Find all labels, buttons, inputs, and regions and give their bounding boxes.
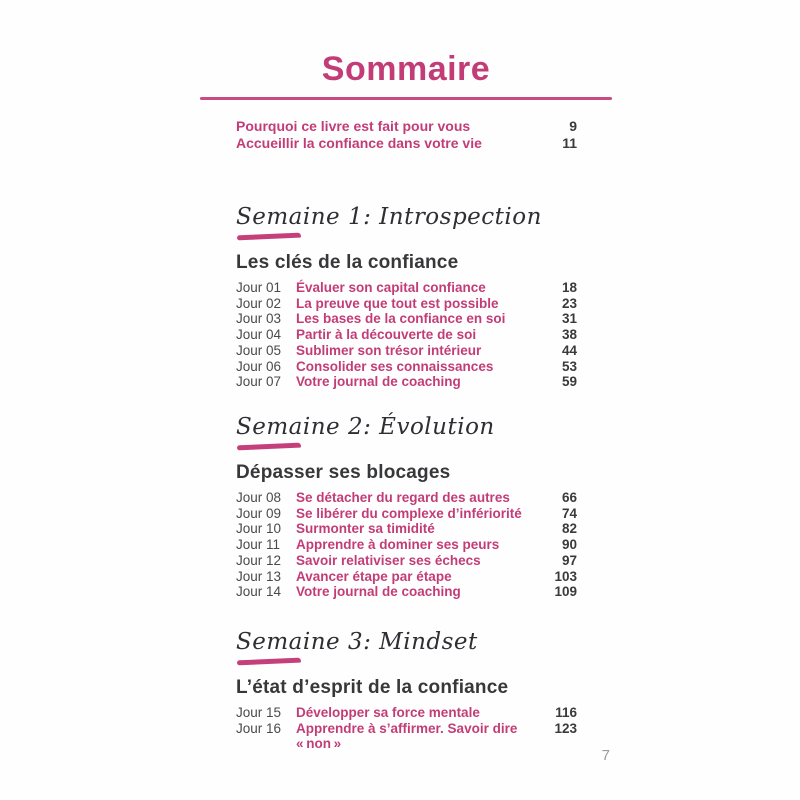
entry-title: Pourquoi ce livre est fait pour vous: [236, 118, 471, 134]
day-label: Jour 16: [236, 720, 282, 736]
page-number: 116: [555, 705, 577, 720]
chapter-title: Évaluer son capital confiance: [296, 280, 486, 295]
toc-entry: [236, 135, 577, 152]
page-number: 74: [561, 505, 577, 521]
chapter-title: Votre journal de coaching: [296, 374, 461, 390]
section-rows: [236, 280, 577, 390]
toc-entry: [236, 118, 577, 135]
entry-title: Accueillir la confiance dans votre vie: [236, 135, 482, 151]
entry-page-number: 9: [569, 118, 577, 134]
intro-entries: [236, 118, 577, 152]
toc-row: [236, 721, 577, 752]
toc-row: [236, 705, 577, 721]
chapter-title: Savoir relativiser ses échecs: [296, 552, 481, 568]
toc-row: [236, 343, 577, 359]
section-rows: [236, 490, 577, 600]
toc-row: [236, 490, 577, 506]
week-underline-stroke: [237, 443, 301, 451]
toc-row: [236, 311, 577, 327]
folio-page-number: 7: [601, 747, 610, 764]
day-label: Jour 08: [236, 490, 282, 505]
page-number: 53: [561, 358, 577, 374]
day-label: Jour 05: [236, 342, 282, 358]
page-number: 82: [561, 521, 577, 537]
chapter-title: Consolider ses connaissances: [296, 358, 494, 374]
page-number: 123: [554, 720, 577, 736]
week-heading: Semaine 1: Introspection: [236, 204, 542, 230]
day-label: Jour 02: [236, 295, 282, 311]
day-label: Jour 03: [236, 311, 282, 327]
toc-row: [236, 374, 577, 390]
week-heading: Semaine 3: Mindset: [236, 629, 478, 655]
toc-row: [236, 327, 577, 343]
week-underline-stroke: [237, 233, 301, 241]
toc-row: [236, 569, 577, 585]
page-number: 103: [554, 568, 577, 584]
page-number: 109: [554, 584, 577, 600]
section-week-3: [236, 629, 577, 752]
toc-row: [236, 537, 577, 553]
chapter-title: La preuve que tout est possible: [296, 295, 499, 311]
day-label: Jour 12: [236, 552, 282, 568]
chapter-title: Surmonter sa timidité: [296, 521, 435, 537]
page-title: Sommaire: [321, 50, 491, 88]
section-heading: Les clés de la confiance: [236, 252, 459, 273]
day-label: Jour 06: [236, 358, 282, 374]
page-number: 38: [561, 327, 577, 343]
day-label: Jour 07: [236, 374, 282, 390]
entry-page-number: 11: [562, 135, 577, 151]
day-label: Jour 01: [236, 280, 282, 295]
day-label: Jour 14: [236, 584, 282, 600]
chapter-title: Sublimer son trésor intérieur: [296, 342, 482, 358]
chapter-title: Se détacher du regard des autres: [296, 490, 510, 505]
toc-row: [236, 280, 577, 296]
day-label: Jour 15: [236, 705, 282, 720]
day-label: Jour 10: [236, 521, 282, 537]
title-divider-rule: [200, 97, 612, 100]
toc-row: [236, 584, 577, 600]
chapter-title: Se libérer du complexe d’infériorité: [296, 505, 522, 521]
day-label: Jour 13: [236, 568, 282, 584]
page-number: 31: [561, 311, 577, 327]
page-number: 23: [561, 295, 577, 311]
page-number: 59: [561, 374, 577, 390]
toc-content-column: [200, 0, 612, 800]
page-number: 66: [561, 490, 577, 505]
chapter-title: Avancer étape par étape: [296, 568, 452, 584]
toc-row: [236, 296, 577, 312]
chapter-title: Les bases de la confiance en soi: [296, 311, 506, 327]
page-number: 18: [561, 280, 577, 295]
section-rows: [236, 705, 577, 752]
section-week-2: [236, 414, 577, 600]
chapter-title: Développer sa force mentale: [296, 705, 480, 720]
chapter-title: Apprendre à dominer ses peurs: [296, 537, 500, 553]
toc-row: [236, 521, 577, 537]
page-number: 90: [561, 537, 577, 553]
toc-row: [236, 359, 577, 375]
week-heading: Semaine 2: Évolution: [236, 414, 495, 440]
chapter-title: Apprendre à s’affirmer. Savoir dire « non »: [296, 720, 518, 752]
section-heading: L’état d’esprit de la confiance: [236, 677, 509, 698]
page-number: 44: [561, 342, 577, 358]
toc-row: [236, 506, 577, 522]
section-heading: Dépasser ses blocages: [236, 462, 451, 483]
chapter-title: Partir à la découverte de soi: [296, 327, 477, 343]
page-number: 97: [561, 552, 577, 568]
section-week-1: [236, 204, 577, 390]
day-label: Jour 09: [236, 505, 282, 521]
toc-row: [236, 553, 577, 569]
day-label: Jour 11: [236, 537, 281, 553]
day-label: Jour 04: [236, 327, 282, 343]
week-underline-stroke: [237, 658, 301, 666]
chapter-title: Votre journal de coaching: [296, 584, 461, 600]
